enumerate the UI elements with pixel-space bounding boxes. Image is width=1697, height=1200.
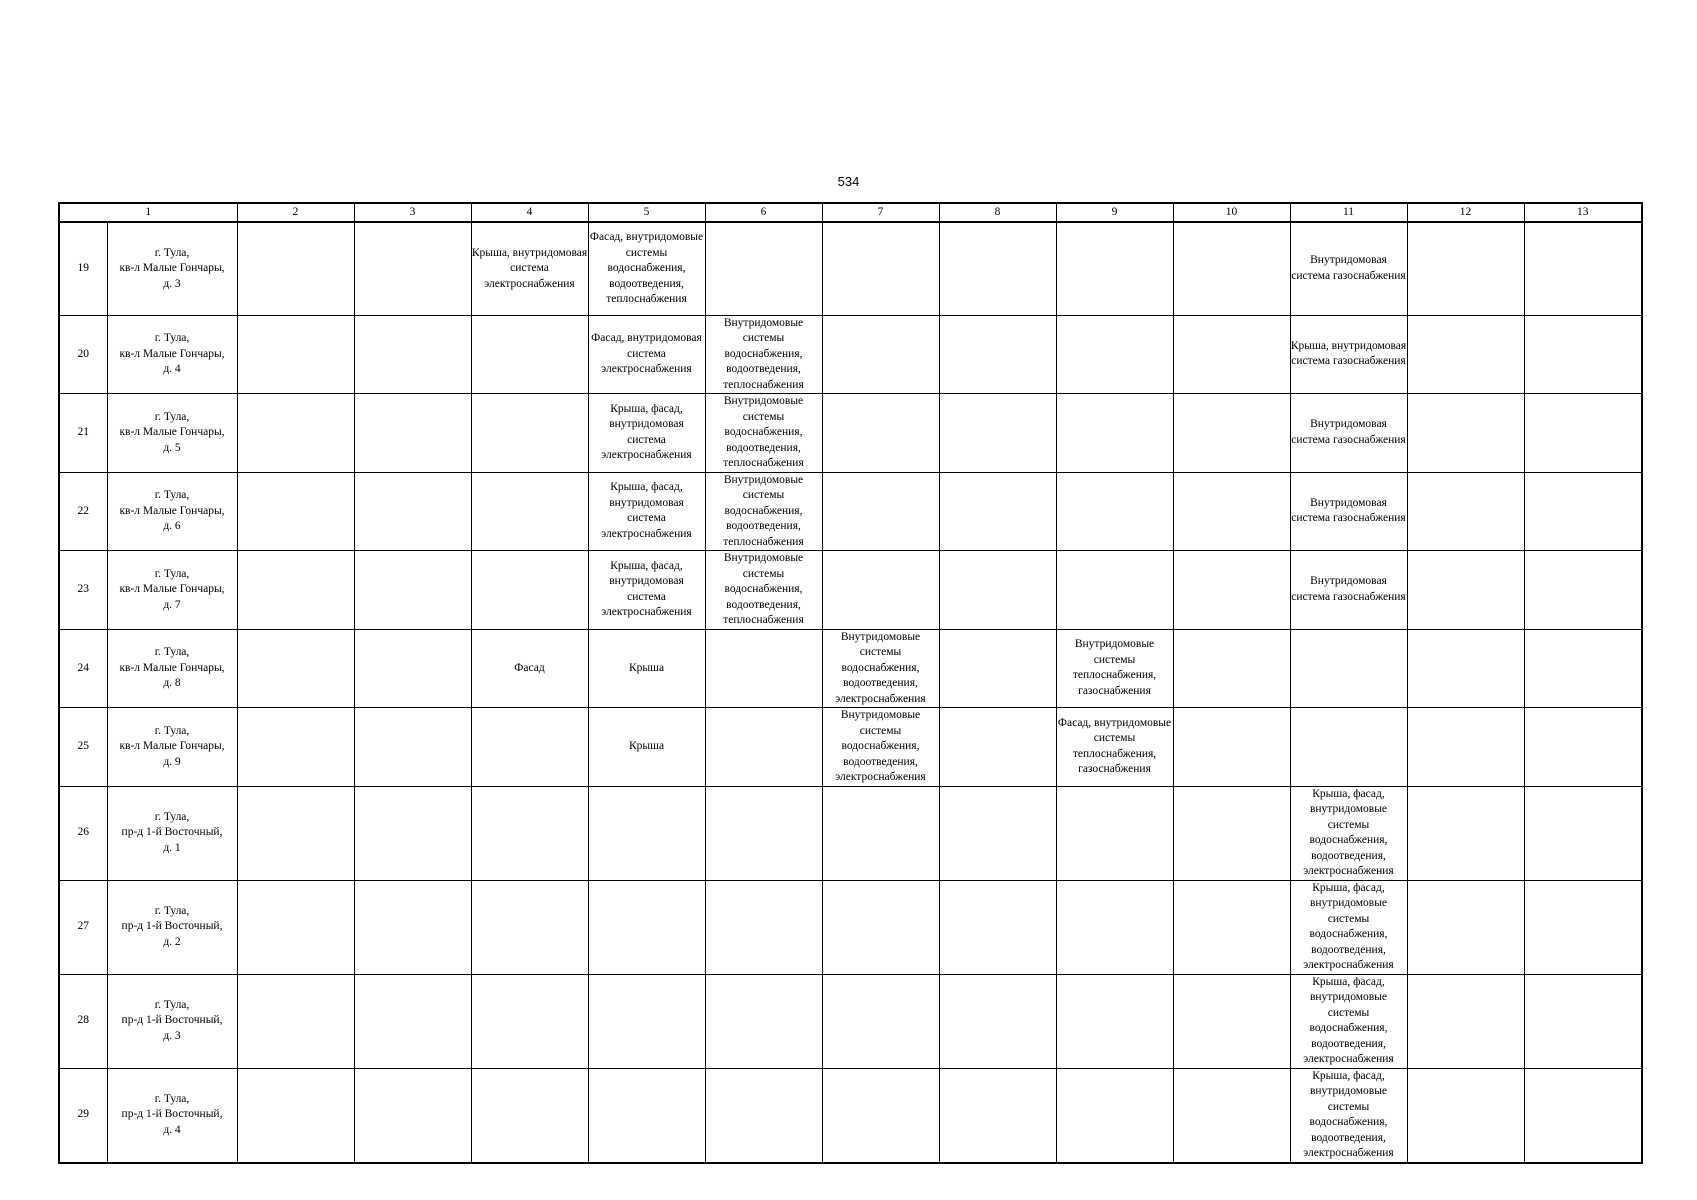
work-description: Крыша, фасад, внутридомовые системы водоснабжения, водоотведения, электроснабжения <box>1303 881 1394 971</box>
work-cell-col-6 <box>705 974 822 1068</box>
work-description: Крыша <box>628 740 665 752</box>
work-description: Крыша, внутридомовая система газоснабжения <box>1290 339 1407 368</box>
address-cell <box>107 551 237 630</box>
work-cell-col-9 <box>1056 880 1173 974</box>
work-cell-col-3 <box>354 708 471 787</box>
table-row <box>59 629 1642 708</box>
address-cell <box>107 974 237 1068</box>
table-row <box>59 551 1642 630</box>
work-description: Крыша, фасад, внутридомовая система электроснабжения <box>601 402 692 462</box>
work-cell-col-2 <box>237 394 354 473</box>
row-number: 26 <box>59 786 107 880</box>
work-cell-col-6 <box>705 1068 822 1163</box>
work-cell-col-10 <box>1173 222 1290 315</box>
work-cell-col-10 <box>1173 629 1290 708</box>
work-cell-col-5 <box>588 974 705 1068</box>
work-cell-col-12 <box>1407 551 1524 630</box>
address-line: д. 7 <box>163 598 181 611</box>
work-cell-col-12 <box>1407 880 1524 974</box>
work-description: Внутридомовые системы водоснабжения, водоотведения, теплоснабжения <box>723 316 804 391</box>
work-cell-col-7 <box>822 315 939 394</box>
table-row <box>59 786 1642 880</box>
table-body <box>59 222 1642 1163</box>
work-cell-col-8 <box>939 880 1056 974</box>
work-cell-col-8 <box>939 315 1056 394</box>
work-description: Внутридомовые системы водоснабжения, водоотведения, электроснабжения <box>835 630 926 705</box>
address-cell <box>107 786 237 880</box>
address-line: кв-л Малые Гончары, <box>119 740 225 752</box>
work-cell-col-9 <box>1056 551 1173 630</box>
row-number: 28 <box>59 974 107 1068</box>
work-cell-col-11 <box>1290 708 1407 787</box>
address-line: пр-д 1-й Восточный, <box>121 1108 223 1121</box>
work-cell-col-7 <box>822 394 939 473</box>
work-cell-col-13 <box>1524 551 1642 630</box>
header-row <box>59 203 1642 222</box>
repair-schedule-table <box>58 202 1643 1164</box>
work-cell-col-8 <box>939 629 1056 708</box>
work-cell-col-9 <box>1056 629 1173 708</box>
work-cell-col-5 <box>588 394 705 473</box>
work-cell-col-8 <box>939 1068 1056 1163</box>
table-row <box>59 974 1642 1068</box>
work-cell-col-12 <box>1407 708 1524 787</box>
address-line: г. Тула, <box>154 410 190 423</box>
work-description: Фасад, внутридомовая система электроснабжения <box>591 332 702 375</box>
work-description: Внутридомовые системы водоснабжения, водоотведения, теплоснабжения <box>723 473 804 548</box>
address-line: г. Тула, <box>154 810 190 823</box>
work-cell-col-8 <box>939 472 1056 551</box>
work-cell-col-7 <box>822 974 939 1068</box>
work-cell-col-2 <box>237 551 354 630</box>
work-cell-col-11 <box>1290 472 1407 551</box>
work-cell-col-6 <box>705 629 822 708</box>
work-cell-col-2 <box>237 786 354 880</box>
work-cell-col-8 <box>939 786 1056 880</box>
work-cell-col-4 <box>471 551 588 630</box>
table-row <box>59 315 1642 394</box>
work-cell-col-11 <box>1290 315 1407 394</box>
work-cell-col-2 <box>237 1068 354 1163</box>
work-cell-col-12 <box>1407 629 1524 708</box>
address-line: д. 1 <box>163 841 181 854</box>
work-cell-col-13 <box>1524 629 1642 708</box>
work-cell-col-10 <box>1173 315 1290 394</box>
address-line: г. Тула, <box>154 904 190 917</box>
work-description: Крыша, фасад, внутридомовые системы водоснабжения, водоотведения, электроснабжения <box>1303 975 1394 1065</box>
column-header: 7 <box>822 203 939 222</box>
work-cell-col-2 <box>237 629 354 708</box>
address-line: г. Тула, <box>154 724 190 737</box>
work-cell-col-11 <box>1290 880 1407 974</box>
column-header: 2 <box>237 203 354 222</box>
address-cell <box>107 222 237 315</box>
work-description: Внутридомовая система газоснабжения <box>1291 254 1406 282</box>
address-cell <box>107 708 237 787</box>
work-cell-col-6 <box>705 315 822 394</box>
work-cell-col-5 <box>588 629 705 708</box>
work-description: Внутридомовая система газоснабжения <box>1291 496 1406 525</box>
work-cell-col-3 <box>354 394 471 473</box>
work-description: Крыша, фасад, внутридомовая система электроснабжения <box>601 559 692 619</box>
work-cell-col-11 <box>1290 1068 1407 1163</box>
work-cell-col-4 <box>471 629 588 708</box>
work-cell-col-11 <box>1290 222 1407 315</box>
work-cell-col-9 <box>1056 786 1173 880</box>
work-cell-col-12 <box>1407 472 1524 551</box>
work-cell-col-9 <box>1056 222 1173 315</box>
address-cell <box>107 880 237 974</box>
work-cell-col-3 <box>354 629 471 708</box>
work-cell-col-7 <box>822 1068 939 1163</box>
address-line: кв-л Малые Гончары, <box>119 426 225 438</box>
address-cell <box>107 472 237 551</box>
work-cell-col-8 <box>939 222 1056 315</box>
address-line: пр-д 1-й Восточный, <box>121 920 223 933</box>
work-description: Крыша, фасад, внутридомовая система электроснабжения <box>601 481 692 540</box>
work-cell-col-10 <box>1173 472 1290 551</box>
work-cell-col-8 <box>939 708 1056 787</box>
work-cell-col-10 <box>1173 786 1290 880</box>
work-cell-col-5 <box>588 786 705 880</box>
work-cell-col-11 <box>1290 551 1407 630</box>
work-cell-col-13 <box>1524 880 1642 974</box>
work-cell-col-12 <box>1407 315 1524 394</box>
work-cell-col-6 <box>705 472 822 551</box>
column-header: 3 <box>354 203 471 222</box>
work-cell-col-3 <box>354 551 471 630</box>
work-cell-col-5 <box>588 551 705 630</box>
work-cell-col-7 <box>822 786 939 880</box>
work-cell-col-3 <box>354 974 471 1068</box>
work-cell-col-7 <box>822 472 939 551</box>
work-description: Внутридомовые системы водоснабжения, водоотведения, теплоснабжения <box>723 552 804 626</box>
work-cell-col-13 <box>1524 222 1642 315</box>
address-line: д. 5 <box>163 441 181 454</box>
work-cell-col-9 <box>1056 394 1173 473</box>
work-cell-col-3 <box>354 315 471 394</box>
table-row <box>59 880 1642 974</box>
address-line: г. Тула, <box>154 567 190 580</box>
work-description: Крыша, фасад, внутридомовые системы водоснабжения, водоотведения, электроснабжения <box>1303 787 1394 877</box>
table-row <box>59 1068 1642 1163</box>
work-cell-col-4 <box>471 472 588 551</box>
address-line: д. 9 <box>163 755 181 768</box>
work-cell-col-2 <box>237 880 354 974</box>
work-cell-col-13 <box>1524 315 1642 394</box>
table-row <box>59 472 1642 551</box>
work-cell-col-9 <box>1056 708 1173 787</box>
work-cell-col-4 <box>471 315 588 394</box>
work-cell-col-4 <box>471 1068 588 1163</box>
work-cell-col-6 <box>705 222 822 315</box>
work-cell-col-7 <box>822 880 939 974</box>
column-header: 8 <box>939 203 1056 222</box>
row-number: 25 <box>59 708 107 787</box>
work-cell-col-2 <box>237 315 354 394</box>
column-header: 10 <box>1173 203 1290 222</box>
work-cell-col-7 <box>822 629 939 708</box>
work-cell-col-3 <box>354 472 471 551</box>
work-cell-col-10 <box>1173 551 1290 630</box>
column-header: 4 <box>471 203 588 222</box>
work-description: Крыша, фасад, внутридомовые системы водоснабжения, водоотведения, электроснабжения <box>1303 1069 1394 1159</box>
work-cell-col-12 <box>1407 222 1524 315</box>
work-cell-col-6 <box>705 880 822 974</box>
work-cell-col-9 <box>1056 974 1173 1068</box>
work-cell-col-2 <box>237 472 354 551</box>
work-cell-col-13 <box>1524 1068 1642 1163</box>
address-line: д. 2 <box>163 935 181 948</box>
address-line: г. Тула, <box>154 489 190 501</box>
work-cell-col-4 <box>471 974 588 1068</box>
column-header: 5 <box>588 203 705 222</box>
work-cell-col-11 <box>1290 394 1407 473</box>
work-description: Внутридомовая система газоснабжения <box>1291 418 1406 446</box>
work-cell-col-5 <box>588 315 705 394</box>
address-line: д. 6 <box>163 520 181 532</box>
work-cell-col-13 <box>1524 472 1642 551</box>
address-line: г. Тула, <box>154 332 190 344</box>
work-cell-col-6 <box>705 708 822 787</box>
work-cell-col-3 <box>354 880 471 974</box>
work-cell-col-4 <box>471 708 588 787</box>
work-cell-col-10 <box>1173 708 1290 787</box>
work-cell-col-8 <box>939 551 1056 630</box>
work-cell-col-6 <box>705 551 822 630</box>
work-cell-col-8 <box>939 974 1056 1068</box>
row-number: 29 <box>59 1068 107 1163</box>
table-row <box>59 394 1642 473</box>
address-line: кв-л Малые Гончары, <box>119 661 225 674</box>
address-line: д. 4 <box>163 1123 181 1136</box>
row-number: 27 <box>59 880 107 974</box>
work-cell-col-10 <box>1173 394 1290 473</box>
address-cell <box>107 1068 237 1163</box>
work-cell-col-12 <box>1407 394 1524 473</box>
work-cell-col-3 <box>354 1068 471 1163</box>
column-header: 11 <box>1290 203 1407 222</box>
work-cell-col-4 <box>471 880 588 974</box>
work-cell-col-12 <box>1407 786 1524 880</box>
work-cell-col-13 <box>1524 708 1642 787</box>
work-cell-col-5 <box>588 1068 705 1163</box>
work-cell-col-12 <box>1407 974 1524 1068</box>
address-line: кв-л Малые Гончары, <box>119 583 225 595</box>
address-line: кв-л Малые Гончары, <box>119 504 225 517</box>
work-description: Внутридомовые системы водоснабжения, водоотведения, теплоснабжения <box>723 395 804 469</box>
work-description: Крыша <box>628 661 665 674</box>
work-cell-col-9 <box>1056 472 1173 551</box>
address-line: д. 8 <box>163 677 181 689</box>
work-cell-col-10 <box>1173 1068 1290 1163</box>
row-number: 23 <box>59 551 107 630</box>
work-cell-col-7 <box>822 551 939 630</box>
work-cell-col-4 <box>471 222 588 315</box>
work-cell-col-7 <box>822 708 939 787</box>
work-cell-col-11 <box>1290 629 1407 708</box>
row-number: 22 <box>59 472 107 551</box>
work-cell-col-9 <box>1056 1068 1173 1163</box>
address-line: пр-д 1-й Восточный, <box>121 1014 223 1027</box>
work-description: Фасад, внутридомовые системы теплоснабжения, газоснабжения <box>1057 716 1172 776</box>
work-cell-col-5 <box>588 880 705 974</box>
work-cell-col-11 <box>1290 974 1407 1068</box>
address-cell <box>107 629 237 708</box>
work-cell-col-10 <box>1173 974 1290 1068</box>
work-cell-col-13 <box>1524 394 1642 473</box>
work-cell-col-13 <box>1524 974 1642 1068</box>
address-line: д. 3 <box>163 1029 181 1042</box>
work-cell-col-10 <box>1173 880 1290 974</box>
work-cell-col-2 <box>237 974 354 1068</box>
address-line: г. Тула, <box>154 998 190 1011</box>
work-cell-col-4 <box>471 394 588 473</box>
work-cell-col-2 <box>237 222 354 315</box>
work-cell-col-2 <box>237 708 354 787</box>
page-number: 534 <box>837 174 860 189</box>
work-cell-col-4 <box>471 786 588 880</box>
work-cell-col-6 <box>705 394 822 473</box>
work-cell-col-12 <box>1407 1068 1524 1163</box>
table-row <box>59 708 1642 787</box>
work-cell-col-3 <box>354 786 471 880</box>
work-cell-col-3 <box>354 222 471 315</box>
address-cell <box>107 315 237 394</box>
work-description: Внутридомовая система газоснабжения <box>1291 575 1406 603</box>
address-line: г. Тула, <box>154 246 190 259</box>
table-row <box>59 222 1642 315</box>
work-cell-col-9 <box>1056 315 1173 394</box>
work-description: Внутридомовые системы теплоснабжения, газоснабжения <box>1072 638 1157 697</box>
row-number: 24 <box>59 629 107 708</box>
work-cell-col-13 <box>1524 786 1642 880</box>
address-line: г. Тула, <box>154 646 190 658</box>
work-cell-col-5 <box>588 708 705 787</box>
column-header: 6 <box>705 203 822 222</box>
work-description: Крыша, внутридомовая система электроснабжения <box>471 246 588 290</box>
address-line: д. 3 <box>163 277 181 290</box>
address-line: кв-л Малые Гончары, <box>119 262 225 274</box>
work-cell-col-5 <box>588 472 705 551</box>
address-line: д. 4 <box>163 363 181 375</box>
address-line: кв-л Малые Гончары, <box>119 347 225 360</box>
work-description: Фасад <box>514 661 545 674</box>
work-description: Внутридомовые системы водоснабжения, водоотведения, электроснабжения <box>835 709 926 783</box>
address-line: г. Тула, <box>154 1092 190 1105</box>
work-cell-col-5 <box>588 222 705 315</box>
column-header: 12 <box>1407 203 1524 222</box>
work-description: Фасад, внутридомовые системы водоснабжения, водоотведения, теплоснабжения <box>589 231 704 305</box>
column-header: 9 <box>1056 203 1173 222</box>
work-cell-col-6 <box>705 786 822 880</box>
row-number: 20 <box>59 315 107 394</box>
column-header: 13 <box>1524 203 1642 222</box>
work-cell-col-7 <box>822 222 939 315</box>
address-line: пр-д 1-й Восточный, <box>121 826 223 839</box>
column-header: 1 <box>59 203 237 222</box>
work-cell-col-11 <box>1290 786 1407 880</box>
row-number: 19 <box>59 222 107 315</box>
row-number: 21 <box>59 394 107 473</box>
address-cell <box>107 394 237 473</box>
work-cell-col-8 <box>939 394 1056 473</box>
